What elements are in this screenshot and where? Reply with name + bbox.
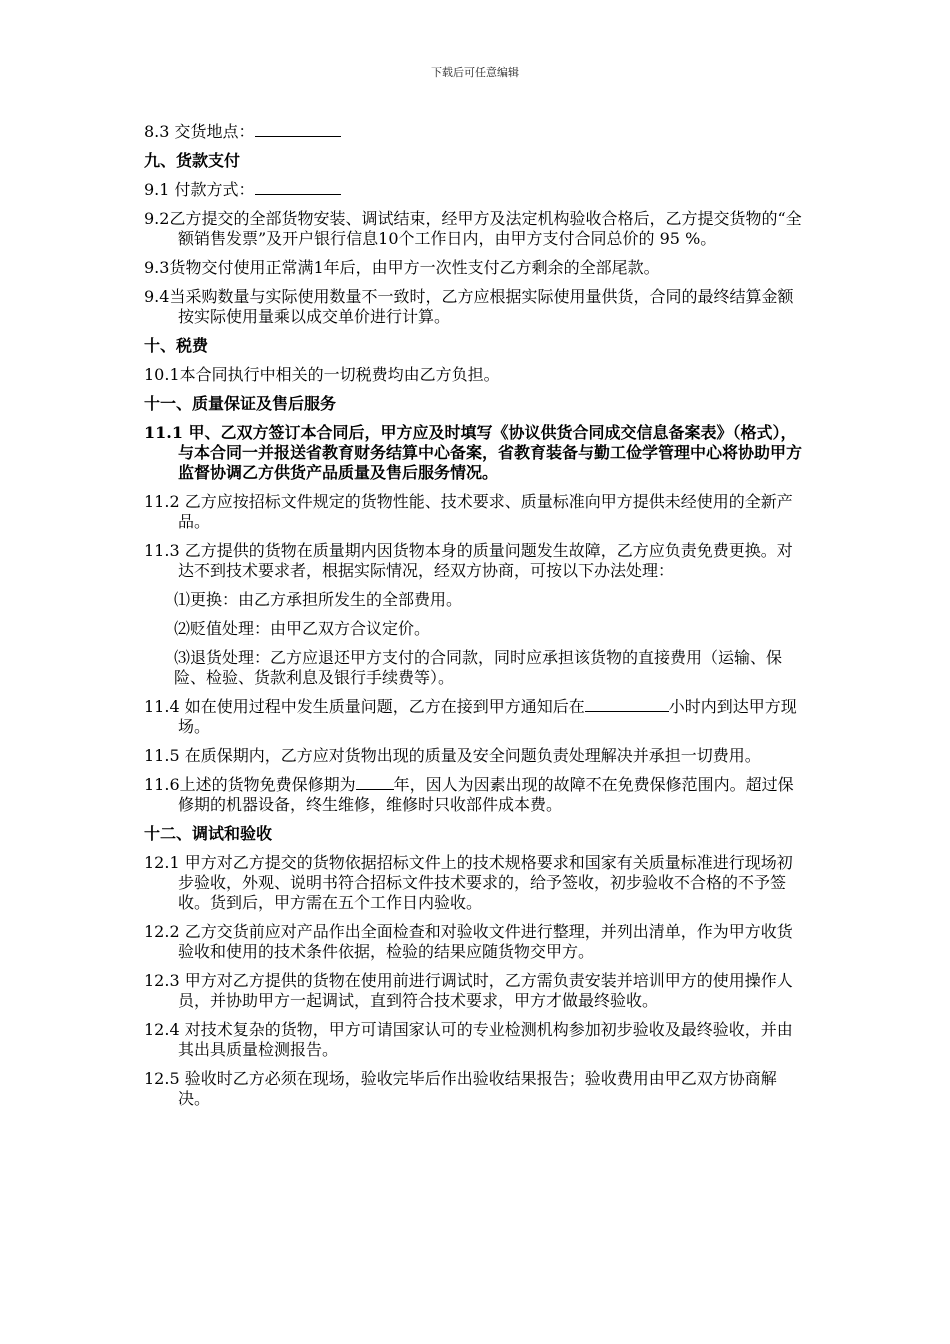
contract-body xyxy=(144,122,808,1118)
clause-12-4: 12.4 对技术复杂的货物，甲方可请国家认可的专业检测机构参加初步验收及最终验收，并由其出具质量检测报告。 xyxy=(144,1020,793,1059)
clause-8-3: 8.3 交货地点： xyxy=(144,122,808,142)
section-heading-10: 十、税费 xyxy=(144,336,209,355)
section-heading-9: 九、货款支付 xyxy=(144,151,241,170)
clause-11-3-option-2: ⑵贬值处理：由甲乙双方合议定价。 xyxy=(174,619,431,638)
clause-11-6: 11.6上述的货物免费保修期为 年，因人为因素出现的故障不在免费保修范围内。超过保修期的机器设备，终生维修，维修时只收部件成本费。 xyxy=(144,775,794,814)
clause-12-2: 12.2 乙方交货前应对产品作出全面检查和对验收文件进行整理，并列出清单，作为甲方收货验收和使用的技术条件依据，检验的结果应随货物交甲方。 xyxy=(144,922,793,961)
blank-delivery-location xyxy=(255,122,341,137)
clause-9-2: 9.2乙方提交的全部货物安装、调试结束，经甲方及法定机构验收合格后，乙方提交货物的“全额销售发票”及开户银行信息10个工作日内，由甲方支付合同总价的 95 %。 xyxy=(144,209,802,248)
blank-payment-method xyxy=(255,180,341,195)
clause-11-3-option-3: ⑶退货处理：乙方应退还甲方支付的合同款，同时应承担该货物的直接费用（运输、保险、检验、货款利息及银行手续费等）。 xyxy=(174,648,783,687)
blank-response-hours xyxy=(585,697,669,712)
clause-9-1: 9.1 付款方式： xyxy=(144,180,808,200)
clause-11-3-option-1: ⑴更换：由乙方承担所发生的全部费用。 xyxy=(174,590,463,609)
section-heading-11: 十一、质量保证及售后服务 xyxy=(144,394,337,413)
clause-10-1: 10.1本合同执行中相关的一切税费均由乙方负担。 xyxy=(144,365,500,384)
clause-12-5: 12.5 验收时乙方必须在现场，验收完毕后作出验收结果报告；验收费用由甲乙双方协商解决。 xyxy=(144,1069,777,1108)
clause-11-3: 11.3 乙方提供的货物在质量期内因货物本身的质量问题发生故障，乙方应负责免费更换。对达不到技术要求者，根据实际情况，经双方协商，可按以下办法处理： xyxy=(144,541,793,580)
clause-12-3: 12.3 甲方对乙方提供的货物在使用前进行调试时，乙方需负责安装并培训甲方的使用操作人员，并协助甲方一起调试，直到符合技术要求，甲方才做最终验收。 xyxy=(144,971,793,1010)
clause-12-1: 12.1 甲方对乙方提交的货物依据招标文件上的技术规格要求和国家有关质量标准进行现场初步验收，外观、说明书符合招标文件技术要求的，给予签收，初步验收不合格的不予签收。货到后，甲方需在五个工作日内验收。 xyxy=(144,853,793,912)
blank-warranty-years xyxy=(356,775,394,790)
clause-11-2: 11.2 乙方应按招标文件规定的货物性能、技术要求、质量标准向甲方提供未经使用的全新产品。 xyxy=(144,492,793,531)
clause-9-3: 9.3货物交付使用正常满1年后，由甲方一次性支付乙方剩余的全部尾款。 xyxy=(144,258,660,277)
clause-11-4: 11.4 如在使用过程中发生质量问题，乙方在接到甲方通知后在 小时内到达甲方现场。 xyxy=(144,697,797,736)
page-header: 下载后可任意编辑 xyxy=(431,66,519,79)
clause-11-5: 11.5 在质保期内，乙方应对货物出现的质量及安全问题负责处理解决并承担一切费用。 xyxy=(144,746,761,765)
section-heading-12: 十二、调试和验收 xyxy=(144,824,273,843)
clause-9-4: 9.4当采购数量与实际使用数量不一致时，乙方应根据实际使用量供货，合同的最终结算金额按实际使用量乘以成交单价进行计算。 xyxy=(144,287,794,326)
clause-11-1: 11.1 甲、乙双方签订本合同后，甲方应及时填写《协议供货合同成交信息备案表》（格式），与本合同一并报送省教育财务结算中心备案，省教育装备与勤工俭学管理中心将协助甲方监督协调乙方供货产品质量及售后服务情况。 xyxy=(144,423,803,482)
